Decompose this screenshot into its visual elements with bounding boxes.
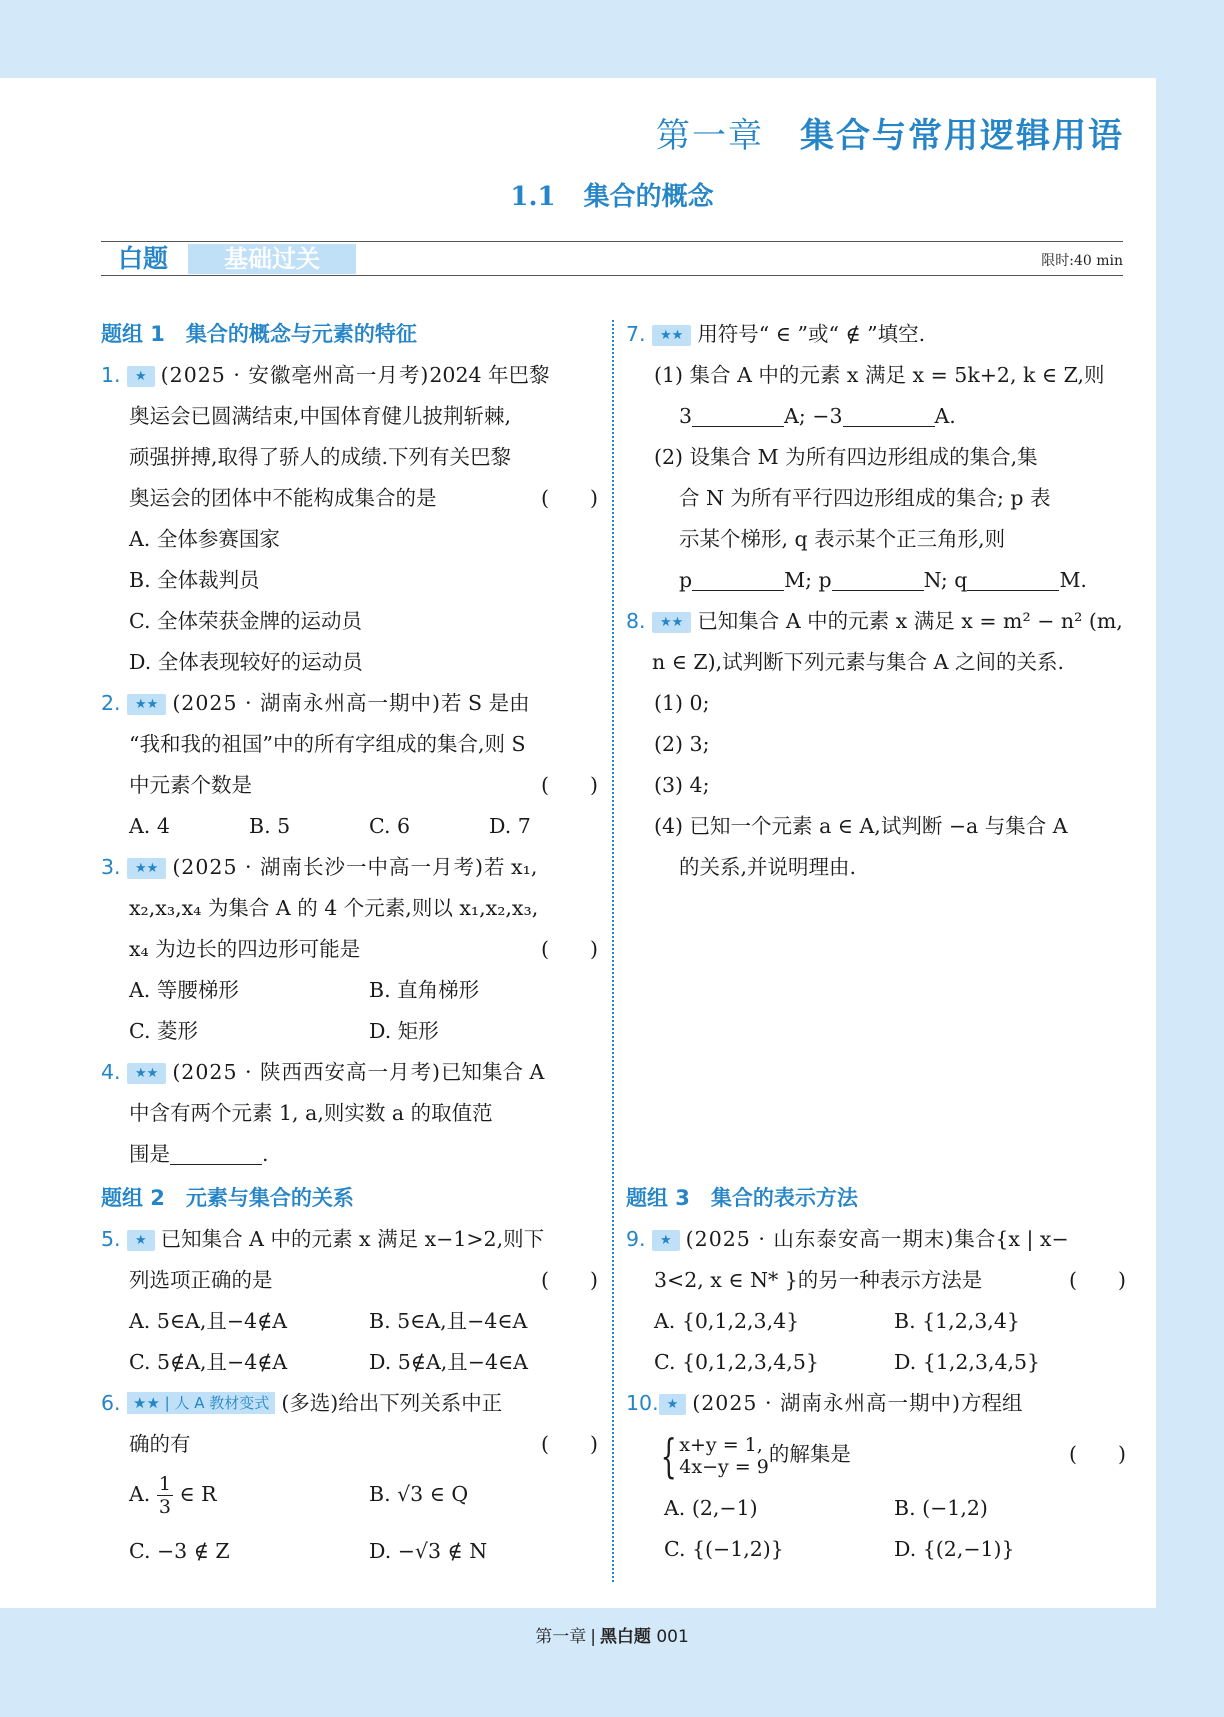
answer-paren: ( ) (541, 1432, 598, 1456)
q8-item-1: (1) 0; (654, 691, 710, 715)
q2-option-d: D. 7 (489, 814, 531, 838)
q7-line-6: 示某个梯形, q 表示某个正三角形,则 (679, 527, 1006, 551)
q5-option-a: A. 5∈A,且−4∉A (129, 1309, 288, 1333)
difficulty-star-icon: ★★ (127, 694, 166, 715)
section-number: 1.1 (510, 182, 556, 212)
q2-options (101, 806, 598, 846)
chapter-title: 集合与常用逻辑用语 (800, 116, 1124, 156)
difficulty-star-icon: ★★ (127, 1063, 166, 1084)
section-name: 集合的概念 (583, 182, 714, 212)
q6-number: 6. (101, 1391, 121, 1415)
q3-option-d: D. 矩形 (369, 1019, 439, 1043)
group-2-heading: 题组 2 元素与集合的关系 (101, 1186, 354, 1210)
q1-option-c: C. 全体荣获金牌的运动员 (129, 609, 362, 633)
q10-option-c: C. {(−1,2)} (664, 1537, 784, 1561)
time-limit: 限时:40 min (1041, 253, 1123, 269)
answer-blank[interactable] (170, 1142, 262, 1165)
band-label-basic: 基础过关 (188, 244, 356, 274)
difficulty-star-icon: ★ (659, 1394, 687, 1415)
column-divider (612, 320, 614, 1582)
q7-line-4: (2) 设集合 M 为所有四边形组成的集合,集 (654, 445, 1038, 469)
answer-paren: ( ) (1069, 1442, 1126, 1466)
q8-item-2: (2) 3; (654, 732, 710, 756)
q5-options-ab (101, 1301, 598, 1341)
q4-number: 4. (101, 1060, 121, 1084)
q8-line-1: 8. ★★ 已知集合 A 中的元素 x 满足 x = m² − n² (m, (626, 601, 1126, 641)
q9-option-a: A. {0,1,2,3,4} (654, 1309, 800, 1333)
q3-number: 3. (101, 855, 121, 879)
difficulty-star-icon: ★★ (652, 612, 691, 633)
q6-options-cd (101, 1531, 598, 1571)
q10-option-d: D. {(2,−1)} (894, 1537, 1015, 1561)
q7-line-5: 合 N 为所有平行四边形组成的集合; p 表 (679, 486, 1051, 510)
q4-line-3: 围是 . (129, 1142, 269, 1166)
q8-item-3: (3) 4; (654, 773, 710, 797)
answer-blank[interactable] (692, 404, 784, 427)
answer-blank[interactable] (967, 568, 1059, 591)
q1-line-4: 奥运会的团体中不能构成集合的是 ( ) (101, 478, 598, 518)
q6-options-ab (101, 1464, 598, 1524)
q9-option-b: B. {1,2,3,4} (894, 1309, 1020, 1333)
q9-number: 9. (626, 1227, 646, 1251)
q3-options-ab (101, 970, 598, 1010)
q9-option-c: C. {0,1,2,3,4,5} (654, 1350, 819, 1374)
q1-line-1: 1. ★ (2025 · 安徽亳州高一月考)2024 年巴黎 (101, 355, 598, 395)
q4-line-2: 中含有两个元素 1, a,则实数 a 的取值范 (129, 1101, 493, 1125)
right-column (626, 314, 1126, 1594)
q6-option-a: A. $\frac{1}{3}$ ∈ R (129, 1473, 217, 1518)
chapter-number: 第一章 (656, 116, 764, 156)
brace-icon: { (660, 1428, 677, 1483)
q5-option-d: D. 5∉A,且−4∈A (369, 1350, 528, 1374)
q10-line-1: 10. ★ (2025 · 湖南永州高一期中)方程组 (626, 1383, 1126, 1423)
answer-paren: ( ) (541, 773, 598, 797)
answer-blank[interactable] (843, 404, 935, 427)
q3-option-c: C. 菱形 (129, 1019, 198, 1043)
q8-item-4-cont: 的关系,并说明理由. (679, 855, 857, 879)
q6-tag: ★★ | 人 A 教材变式 (127, 1392, 275, 1414)
q7-line-1: 7. ★★ 用符号“ ∈ ”或“ ∉ ”填空. (626, 314, 1126, 354)
q10-options-ab (626, 1488, 1126, 1528)
q8-number: 8. (626, 609, 646, 633)
q3-option-b: B. 直角梯形 (369, 978, 480, 1002)
q1-option-d: D. 全体表现较好的运动员 (129, 650, 363, 674)
q3-line-2: x₂,x₃,x₄ 为集合 A 的 4 个元素,则以 x₁,x₂,x₃, (129, 896, 539, 920)
q9-line-2: 3<2, x ∈ N* }的另一种表示方法是 ( ) (626, 1260, 1126, 1300)
answer-blank[interactable] (692, 568, 784, 591)
q10-system-line: { x+y = 1, 4x−y = 9 的解集是 ( ) (626, 1424, 1126, 1484)
q3-options-cd (101, 1011, 598, 1051)
q10-option-b: B. (−1,2) (894, 1496, 988, 1520)
band-bottom-rule (101, 275, 1123, 276)
equation-system: x+y = 1, 4x−y = 9 (679, 1433, 769, 1478)
q5-number: 5. (101, 1227, 121, 1251)
q2-line-1: 2. ★★ (2025 · 湖南永州高一期中)若 S 是由 (101, 683, 598, 723)
q2-line-3: 中元素个数是 ( ) (101, 765, 598, 805)
difficulty-star-icon: ★★ (127, 858, 166, 879)
q4-line-1: 4. ★★ (2025 · 陕西西安高一月考)已知集合 A (101, 1052, 598, 1092)
difficulty-star-icon: ★★ (652, 325, 691, 346)
answer-paren: ( ) (541, 1268, 598, 1292)
q1-option-b: B. 全体裁判员 (129, 568, 260, 592)
q1-number: 1. (101, 363, 121, 387)
fraction-one-third: $\frac{1}{3}$ (158, 1473, 171, 1518)
q5-option-b: B. 5∈A,且−4∈A (369, 1309, 528, 1333)
q5-options-cd (101, 1342, 598, 1382)
group-1-heading: 题组 1 集合的概念与元素的特征 (101, 322, 417, 346)
q8-line-2: n ∈ Z),试判断下列元素与集合 A 之间的关系. (652, 650, 1065, 674)
page-number: 001 (656, 1627, 689, 1647)
q1-line-2: 奥运会已圆满结束,中国体育健儿披荆斩棘, (129, 404, 512, 428)
answer-paren: ( ) (1069, 1268, 1126, 1292)
q3-line-1: 3. ★★ (2025 · 湖南长沙一中高一月考)若 x₁, (101, 847, 598, 887)
band-top-rule (101, 241, 1123, 242)
difficulty-star-icon: ★ (652, 1230, 680, 1251)
q5-option-c: C. 5∉A,且−4∉A (129, 1350, 288, 1374)
q8-item-4: (4) 已知一个元素 a ∈ A,试判断 −a 与集合 A (654, 814, 1068, 838)
difficulty-star-icon: ★★ (133, 1394, 160, 1412)
q6-line-2: 确的有 ( ) (101, 1424, 598, 1464)
left-column (101, 314, 598, 1594)
q5-line-2: 列选项正确的是 ( ) (101, 1260, 598, 1300)
difficulty-star-icon: ★ (127, 366, 155, 387)
q9-line-1: 9. ★ (2025 · 山东泰安高一期末)集合{x | x− (626, 1219, 1126, 1259)
q6-option-c: C. −3 ∉ Z (129, 1539, 230, 1563)
section-title (0, 176, 1224, 213)
answer-blank[interactable] (832, 568, 924, 591)
q10-options-cd (626, 1529, 1126, 1569)
q6-option-d: D. −√3 ∉ N (369, 1539, 488, 1563)
group-3-heading: 题组 3 集合的表示方法 (626, 1186, 858, 1210)
q1-line-3: 顽强拼搏,取得了骄人的成绩.下列有关巴黎 (129, 445, 512, 469)
q9-options-ab (626, 1301, 1126, 1341)
q7-line-7: p M; p N; q M. (679, 568, 1087, 592)
q2-option-b: B. 5 (249, 814, 291, 838)
difficulty-star-icon: ★ (127, 1230, 155, 1251)
q6-line-1: 6. ★★ | 人 A 教材变式 (多选)给出下列关系中正 (101, 1383, 598, 1423)
q3-option-a: A. 等腰梯形 (129, 978, 239, 1002)
q2-line-2: “我和我的祖国”中的所有字组成的集合,则 S (129, 732, 526, 756)
q7-line-2: (1) 集合 A 中的元素 x 满足 x = 5k+2, k ∈ Z,则 (654, 363, 1105, 387)
q5-line-1: 5. ★ 已知集合 A 中的元素 x 满足 x−1>2,则下 (101, 1219, 598, 1259)
q1-option-a: A. 全体参赛国家 (129, 527, 280, 551)
page-footer: 第一章 | 黑白题 001 (535, 1627, 689, 1647)
q7-number: 7. (626, 322, 646, 346)
band-label-white: 白题 (101, 244, 185, 274)
answer-paren: ( ) (541, 486, 598, 510)
q3-line-3: x₄ 为边长的四边形可能是 ( ) (101, 929, 598, 969)
q7-line-3: 3 A; −3 A. (679, 404, 956, 428)
q9-options-cd (626, 1342, 1126, 1382)
q6-option-b: B. √3 ∈ Q (369, 1482, 469, 1506)
q2-option-c: C. 6 (369, 814, 411, 838)
q9-option-d: D. {1,2,3,4,5} (894, 1350, 1041, 1374)
q2-number: 2. (101, 691, 121, 715)
q10-number: 10. (626, 1391, 659, 1415)
answer-paren: ( ) (541, 937, 598, 961)
q2-option-a: A. 4 (129, 814, 170, 838)
q10-option-a: A. (2,−1) (664, 1496, 758, 1520)
